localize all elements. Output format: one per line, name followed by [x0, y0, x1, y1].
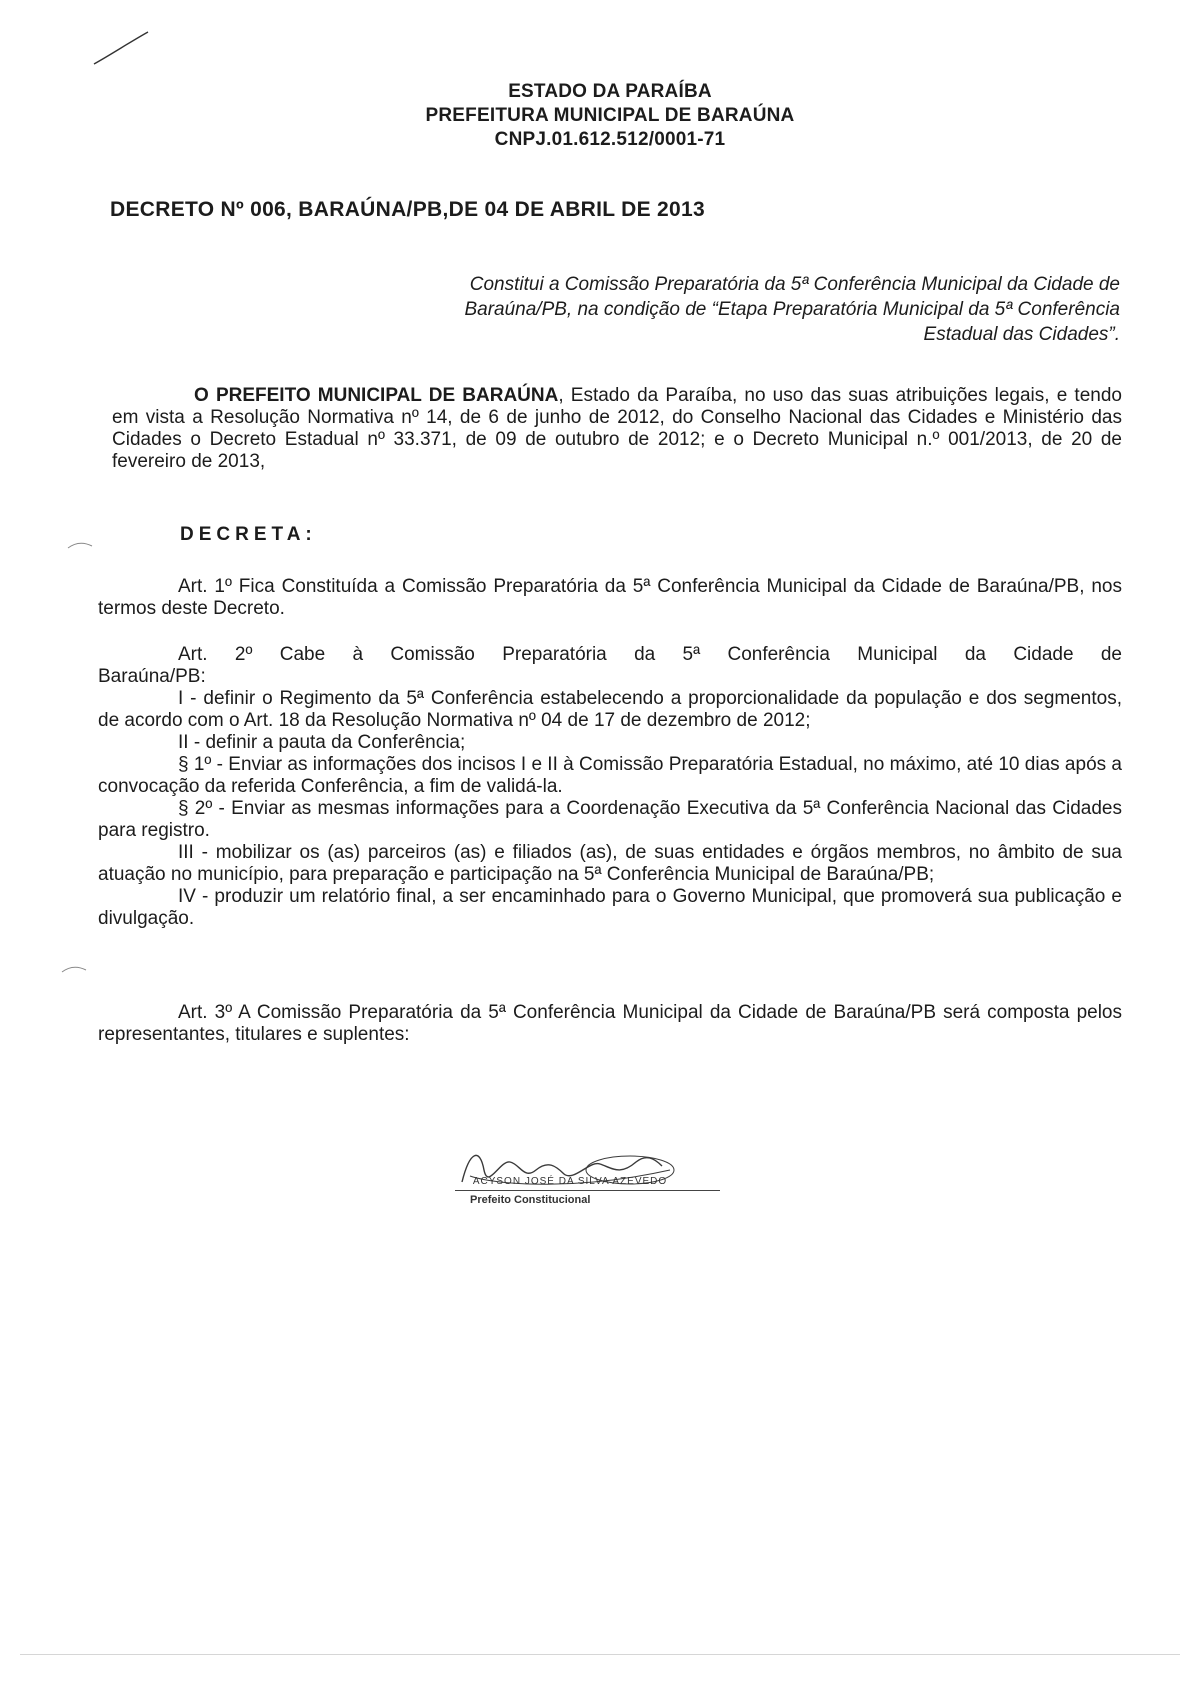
article-2-block — [98, 644, 1122, 930]
signature-role: Prefeito Constitucional — [470, 1194, 591, 1206]
header-cnpj: CNPJ.01.612.512/0001-71 — [494, 129, 726, 150]
paragraph-2: § 2º - Enviar as mesmas informações para a Coordenação Executiva da 5ª Conferência Nacional das Cidades para registro. — [98, 798, 1122, 841]
preamble-paragraph — [112, 385, 1122, 473]
decree-title: DECRETO Nº 006, BARAÚNA/PB,DE 04 DE ABRIL DE 2013 — [110, 198, 705, 221]
article-3 — [98, 1002, 1122, 1046]
paragraph-1: § 1º - Enviar as informações dos incisos I e II à Comissão Preparatória Estadual, no máximo, até 10 dias após a convocação da referida Conferência, a fim de validá-la. — [98, 754, 1122, 797]
inciso-2: II - definir a pauta da Conferência; — [178, 732, 466, 753]
inciso-3: III - mobilizar os (as) parceiros (as) e filiados (as), de suas entidades e órgãos membros, no âmbito de sua atuação no município, para preparação e participação na 5ª Conferência Municipal de Baraúna/PB; — [98, 842, 1122, 885]
preamble-text: , Estado da Paraíba, no uso das suas atribuições legais, e tendo em vista a Resolução Normativa nº 14, de 6 de junho de 2012, do Conselho Nacional das Cidades e Ministério das Cidades o Decreto Estadual nº 33.371, de 09 de outubro de 2012; e o Decreto Municipal n.º 001/2013, de 20 de fevereiro de 2013, — [112, 385, 1122, 472]
signature-scribble — [440, 1140, 680, 1200]
article-3-text: Art. 3º A Comissão Preparatória da 5ª Conferência Municipal da Cidade de Baraúna/PB será composta pelos representantes, titulares e suplentes: — [98, 1002, 1122, 1045]
document-header — [370, 80, 850, 152]
inciso-4: IV - produzir um relatório final, a ser encaminhado para o Governo Municipal, que promoverá sua publicação e divulgação. — [98, 886, 1122, 929]
page-bottom-line — [20, 1654, 1180, 1655]
preamble-lead: O PREFEITO MUNICIPAL DE BARAÚNA — [194, 385, 559, 406]
ementa-line-3: Estadual das Cidades”. — [923, 324, 1120, 345]
ementa-line-2: Baraúna/PB, na condição de “Etapa Preparatória Municipal da 5ª Conferência — [464, 299, 1120, 320]
pen-stroke-mark — [92, 28, 152, 68]
article-2-text: Art. 2º Cabe à Comissão Preparatória da 5ª Conferência Municipal da Cidade de Baraúna/PB: — [98, 644, 1122, 687]
article-1-text: Art. 1º Fica Constituída a Comissão Preparatória da 5ª Conferência Municipal da Cidade de Baraúna/PB, nos termos deste Decreto. — [98, 576, 1122, 619]
header-prefecture: PREFEITURA MUNICIPAL DE BARAÚNA — [425, 105, 795, 126]
decreta-heading: DECRETA: — [180, 524, 317, 545]
inciso-1: I - definir o Regimento da 5ª Conferência estabelecendo a proporcionalidade da população e dos segmentos, de acordo com o Art. 18 da Resolução Normativa nº 04 de 17 de dezembro de 2012; — [98, 688, 1122, 731]
article-1 — [98, 576, 1122, 620]
signature-line — [455, 1190, 720, 1191]
margin-mark — [60, 962, 90, 976]
decree-ementa — [330, 272, 1120, 347]
header-state: ESTADO DA PARAÍBA — [508, 81, 712, 102]
margin-mark — [66, 538, 96, 552]
signature-name: ACYSON JOSÉ DA SILVA AZEVEDO — [472, 1176, 668, 1187]
ementa-line-1: Constitui a Comissão Preparatória da 5ª Conferência Municipal da Cidade de — [469, 274, 1120, 295]
